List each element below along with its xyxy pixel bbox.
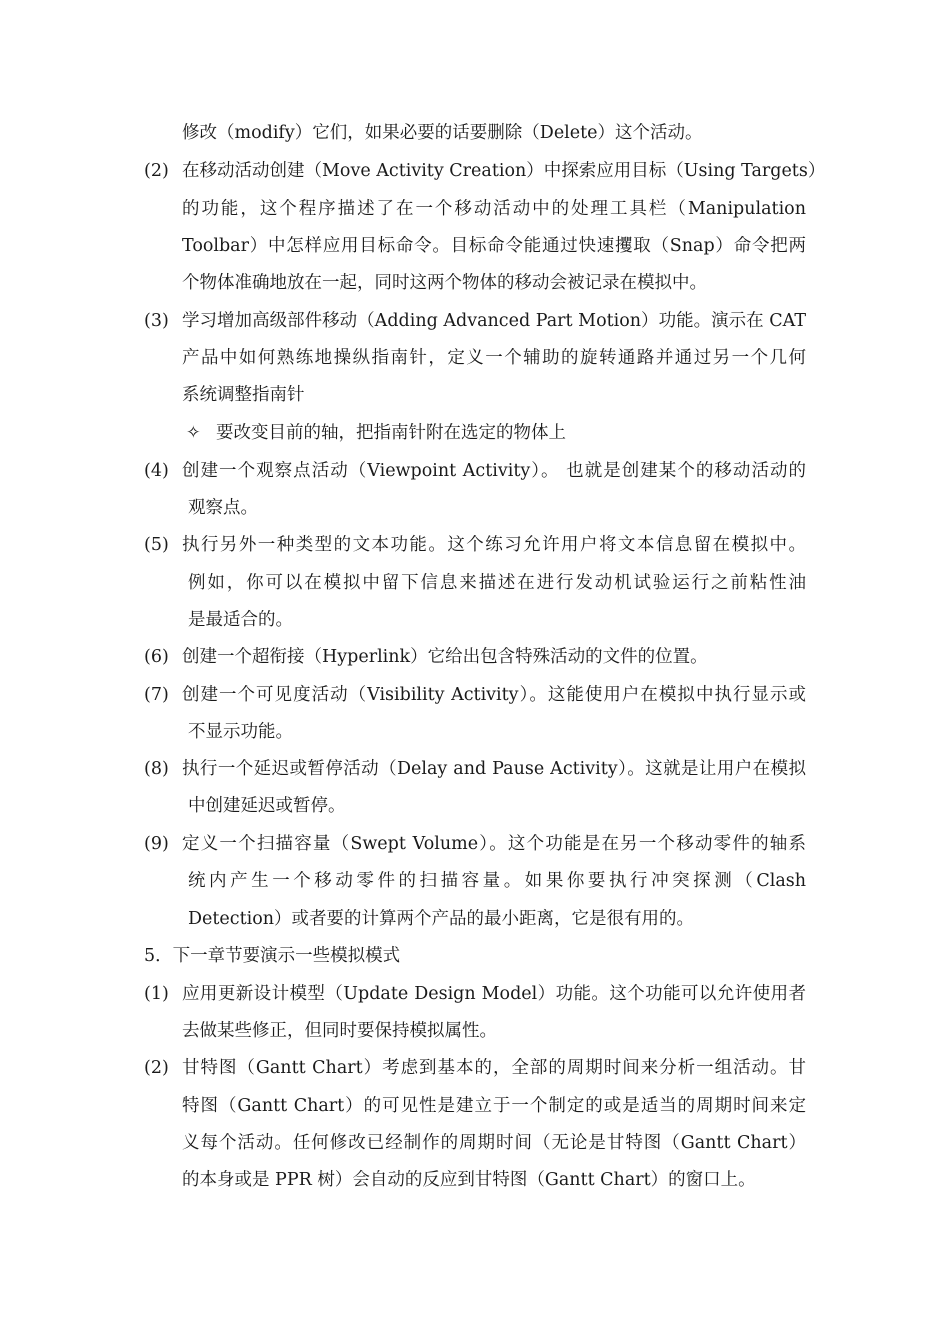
item-number: (2): [144, 1058, 169, 1078]
item-number: (7): [144, 685, 169, 705]
item-line: 定义一个扫描容量（Swept Volume）。这个功能是在另一个移动零件的轴系: [182, 834, 806, 854]
item-number: (6): [144, 647, 169, 667]
item-line: 学习增加高级部件移动（Adding Advanced Part Motion）功能。演示在 CAT: [182, 311, 806, 331]
item-number: (9): [144, 834, 169, 854]
item-line: 去做某些修正，但同时要保持模拟属性。: [182, 1021, 497, 1041]
item-number: (3): [144, 311, 169, 331]
item-line: Detection）或者要的计算两个产品的最小距离，它是很有用的。: [188, 909, 695, 929]
diamond-bullet-icon: ✧: [186, 423, 201, 443]
item-line: 创建一个观察点活动（Viewpoint Activity）。 也就是创建某个的移动活动的: [182, 461, 806, 481]
item-line: 的功能，这个程序描述了在一个移动活动中的处理工具栏（Manipulation: [182, 199, 806, 219]
item-line: 创建一个超衔接（Hyperlink）它给出包含特殊活动的文件的位置。: [182, 647, 708, 667]
item-number: (1): [144, 984, 169, 1004]
item-line: 中创建延迟或暂停。: [188, 796, 346, 816]
section-heading: 5．下一章节要演示一些模拟模式: [144, 946, 401, 966]
item-line: 在移动活动创建（Move Activity Creation）中探索应用目标（Using Targets）: [182, 161, 826, 181]
intro-continuation: 修改（modify）它们，如果必要的话要删除（Delete）这个活动。: [182, 123, 703, 143]
item-number: (5): [144, 535, 169, 555]
item-line: 甘特图（Gantt Chart）考虑到基本的，全部的周期时间来分析一组活动。甘: [182, 1058, 806, 1078]
item-line: 统内产生一个移动零件的扫描容量。如果你要执行冲突探测（Clash: [188, 871, 806, 891]
item-line: 的本身或是 PPR 树）会自动的反应到甘特图（Gantt Chart）的窗口上。: [182, 1170, 756, 1190]
item-line: 系统调整指南针: [182, 385, 305, 405]
item-line: 不显示功能。: [188, 722, 293, 742]
item-line: 是最适合的。: [188, 610, 293, 630]
item-line: 观察点。: [188, 498, 258, 518]
item-line: 个物体准确地放在一起，同时这两个物体的移动会被记录在模拟中。: [182, 273, 707, 293]
item-number: (4): [144, 461, 169, 481]
item-number: (8): [144, 759, 169, 779]
item-line: 创建一个可见度活动（Visibility Activity）。这能使用户在模拟中执行显示或: [182, 685, 806, 705]
item-line: 执行另外一种类型的文本功能。这个练习允许用户将文本信息留在模拟中。: [182, 535, 806, 555]
item-line: Toolbar）中怎样应用目标命令。目标命令能通过快速攫取（Snap）命令把两: [182, 236, 806, 256]
item-line: 例如，你可以在模拟中留下信息来描述在进行发动机试验运行之前粘性油: [188, 573, 806, 593]
item-line: 应用更新设计模型（Update Design Model）功能。这个功能可以允许使用者: [182, 984, 806, 1004]
bullet-text: 要改变目前的轴，把指南针附在选定的物体上: [216, 423, 566, 443]
item-line: 义每个活动。任何修改已经制作的周期时间（无论是甘特图（Gantt Chart）: [182, 1133, 806, 1153]
item-number: (2): [144, 161, 169, 181]
item-line: 特图（Gantt Chart）的可见性是建立于一个制定的或是适当的周期时间来定: [182, 1096, 806, 1116]
item-line: 执行一个延迟或暂停活动（Delay and Pause Activity）。这就是让用户在模拟: [182, 759, 806, 779]
item-line: 产品中如何熟练地操纵指南针，定义一个辅助的旋转通路并通过另一个几何: [182, 348, 806, 368]
